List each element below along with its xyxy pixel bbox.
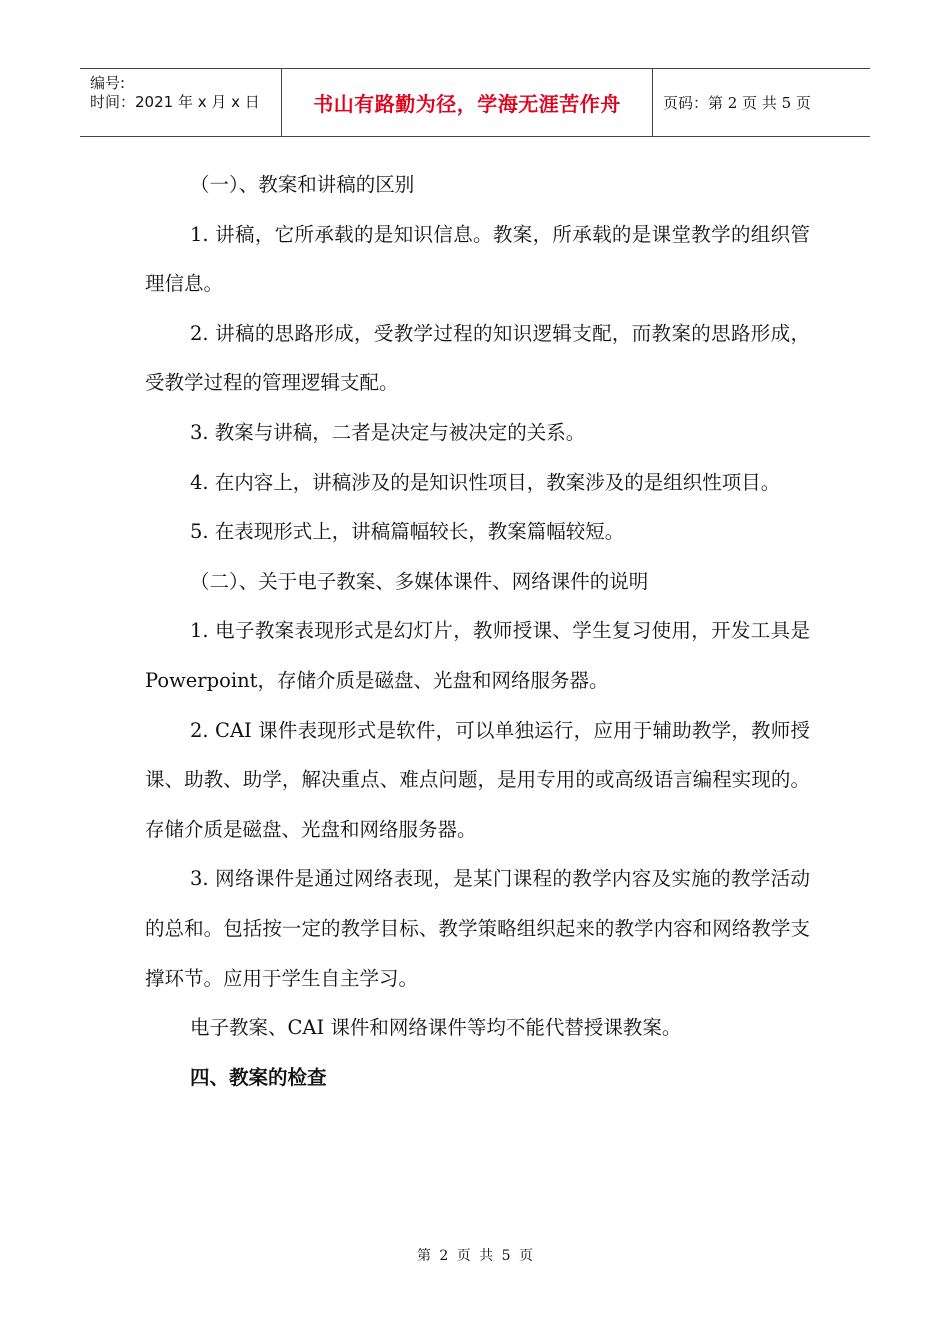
paragraph: 电子教案、CAI 课件和网络课件等均不能代替授课教案。 bbox=[190, 1016, 682, 1040]
document-date-label: 时间：2021 年 x 月 x 日 bbox=[90, 93, 260, 111]
page-header bbox=[80, 68, 870, 137]
subheading-courseware: （二）、关于电子教案、多媒体课件、网络课件的说明 bbox=[190, 569, 649, 593]
header-motto-cell bbox=[282, 69, 653, 136]
paragraph: 3. 网络课件是通过网络表现，是某门课程的教学内容及实施的教学活动的总和。包括按一定的教学目标、教学策略组织起来的教学内容和网络教学支撑环节。应用于学生自主学习。 bbox=[145, 867, 810, 990]
subheading-difference: （一）、教案和讲稿的区别 bbox=[190, 173, 415, 196]
header-page-info: 页码：第 2 页 共 5 页 bbox=[663, 94, 811, 112]
section-heading: 四、教案的检查 bbox=[190, 1065, 327, 1089]
document-body bbox=[145, 160, 810, 1102]
document-number-label: 编号: bbox=[90, 74, 126, 92]
paragraph: 1. 讲稿，它所承载的是知识信息。教案，所承载的是课堂教学的组织管理信息。 bbox=[145, 222, 810, 296]
page-footer: 第 2 页 共 5 页 bbox=[416, 1248, 534, 1264]
paragraph: 2. 讲稿的思路形成，受教学过程的知识逻辑支配，而教案的思路形成，受教学过程的管理逻辑支配。 bbox=[145, 321, 810, 395]
header-meta-cell bbox=[80, 69, 282, 136]
paragraph: 5. 在表现形式上，讲稿篇幅较长，教案篇幅较短。 bbox=[190, 520, 625, 544]
paragraph: 3. 教案与讲稿，二者是决定与被决定的关系。 bbox=[190, 420, 586, 444]
paragraph: 1. 电子教案表现形式是幻灯片，教师授课、学生复习使用，开发工具是 Powerpoint，存储介质是磁盘、光盘和网络服务器。 bbox=[145, 619, 810, 692]
paragraph: 4. 在内容上，讲稿涉及的是知识性项目，教案涉及的是组织性项目。 bbox=[190, 470, 781, 494]
header-page-cell bbox=[653, 69, 870, 136]
header-motto: 书山有路勤为径，学海无涯苦作舟 bbox=[313, 92, 621, 116]
paragraph: 2. CAI 课件表现形式是软件，可以单独运行，应用于辅助教学，教师授课、助教、助学，解决重点、难点问题，是用专用的或高级语言编程实现的。存储介质是磁盘、光盘和网络服务器。 bbox=[145, 718, 810, 841]
